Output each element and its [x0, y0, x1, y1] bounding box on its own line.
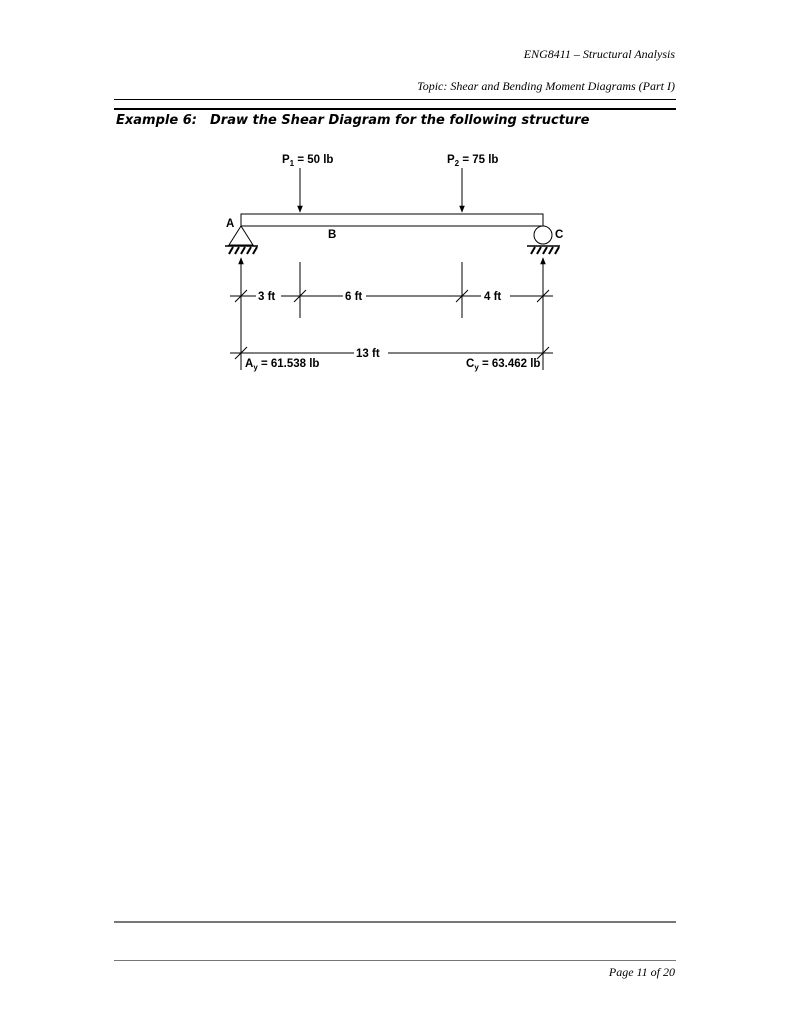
dimension-seg3: 4 ft — [484, 291, 502, 303]
dimension-total: 13 ft — [356, 348, 380, 360]
footer-thick-rule — [114, 921, 676, 923]
header-topic: Topic: Shear and Bending Moment Diagrams (Part I) — [417, 79, 675, 93]
beam — [241, 214, 543, 226]
footer-thin-rule — [114, 960, 676, 961]
pin-support-a — [225, 226, 258, 254]
load-p2-label: $P_2 = 75$ lb — [447, 154, 499, 168]
dimension-seg2: 6 ft — [345, 291, 363, 303]
load-p1-label: $P_1 = 50$ lb — [282, 154, 334, 168]
example-instruction: Draw the Shear Diagram for the following structure — [210, 113, 590, 128]
support-c-label: C — [555, 229, 564, 241]
reaction-ay-label: $A_y = 61.538$ lb — [245, 358, 320, 372]
page-number: Page 11 of 20 — [608, 965, 675, 979]
support-a-label: A — [226, 218, 235, 230]
reaction-cy-label: $C_y = 63.462$ lb — [466, 358, 541, 372]
dimension-seg1: 3 ft — [258, 291, 276, 303]
example-label: Example 6: — [116, 113, 197, 128]
point-b-label: B — [328, 229, 337, 241]
segment-dimension-line — [230, 290, 553, 302]
header-course: ENG8411 – Structural Analysis — [523, 47, 675, 61]
